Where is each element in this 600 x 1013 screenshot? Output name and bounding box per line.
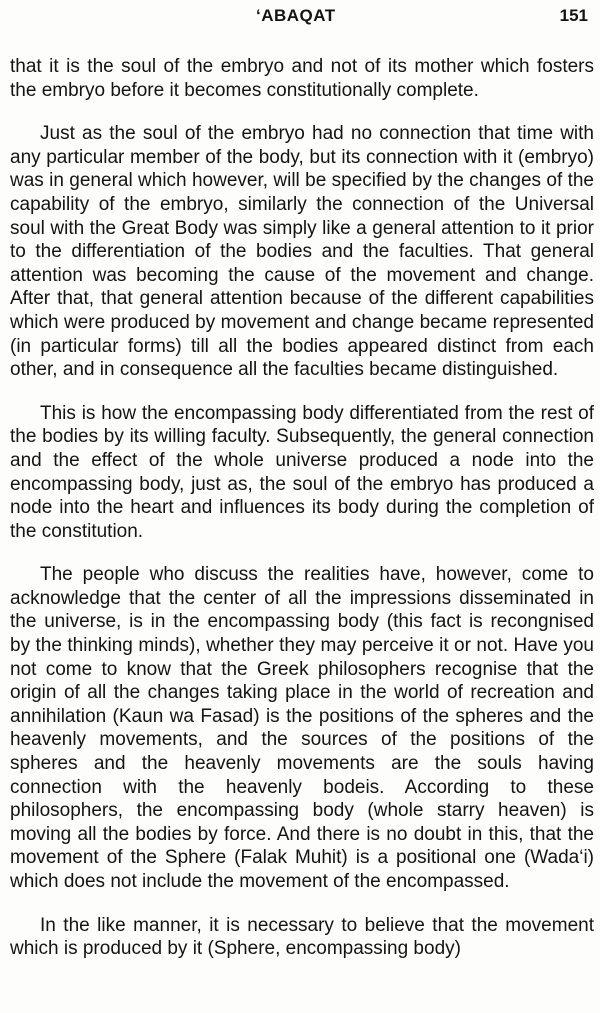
paragraph-like-manner: In the like manner, it is necessary to believe that the movement which is produced by it (Sphere, encompassing body) <box>10 914 594 960</box>
running-title: ‘ABAQAT <box>256 6 336 25</box>
body-text <box>10 55 594 981</box>
page-number: 151 <box>559 6 588 25</box>
running-header <box>0 4 600 30</box>
paragraph-encompassing-body: This is how the encompassing body differentiated from the rest of the bodies by its willing faculty. Subsequently, the general connection and the effect of the whole universe produced a node into the encompassing body, just as, the soul of the embryo has produced a node into the heart and influences its body during the completion of the constitution. <box>10 402 594 542</box>
paragraph-embryo-soul: Just as the soul of the embryo had no connection that time with any particular member of the body, but its connection with it (embryo) was in general which however, will be specified by the changes of the capability of the embryo, similarly the connection of the Universal soul with the Great Body was simply like a general attention to it prior to the differentiation of the bodies and the faculties. That general attention was becoming the cause of the movement and change. After that, that general attention because of the different capabilities which were produced by movement and change became represented (in particular forms) till all the bodies appeared distinct from each other, and in consequence all the faculties became distinguished. <box>10 123 594 381</box>
paragraph-continued: that it is the soul of the embryo and not of its mother which fosters the embryo before it becomes constitutionally complete. <box>10 56 594 101</box>
paragraph-realities: The people who discuss the realities have, however, come to acknowledge that the center of all the impressions disseminated in the universe, is in the encompassing body (this fact is recongnised by the thinking minds), whether they may perceive it or not. Have you not come to know that the Greek philosophers recognise that the origin of all the changes taking place in the world of recreation and annihilation (Kaun wa Fasad) is the positions of the spheres and the heavenly movements, and the sources of the positions of the spheres and the heavenly movements are the souls having connection with the heavenly bodeis. According to these philosophers, the encompassing body (whole starry heaven) is moving all the bodies by force. And there is no doubt in this, that the movement of the Sphere (Falak Muhit) is a positional one (Wada‘i) which does not include the movement of the encompassed. <box>10 564 594 892</box>
